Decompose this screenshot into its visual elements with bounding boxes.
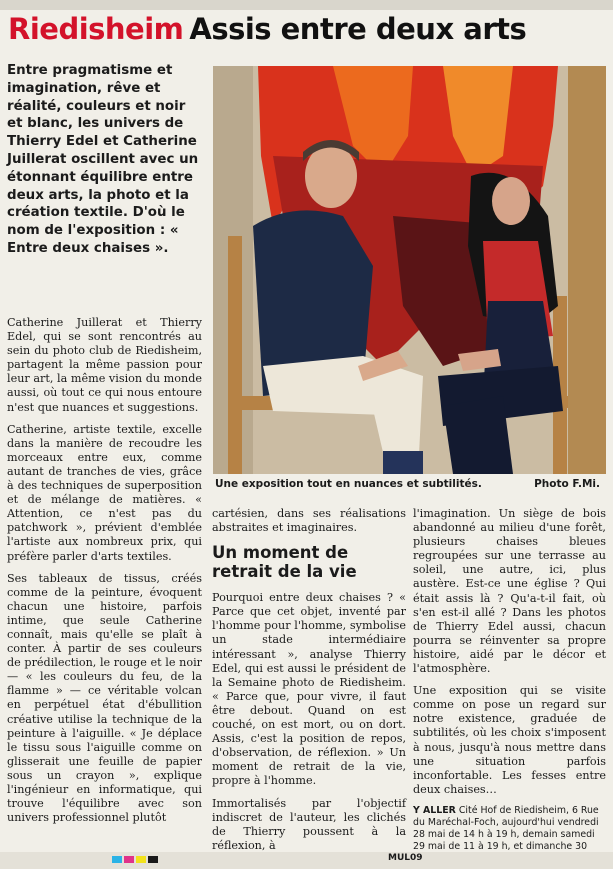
column-3 <box>413 507 606 865</box>
info-label: Y ALLER <box>413 804 456 816</box>
body-paragraph: Catherine, artiste textile, excelle dans la manière de recoudre les morceaux entre eux, comme autant de tranches de vies, grâce à des techniques de superposition et de mélange de matières. « Attention, ce n'est pas du patchwork », prévient d'emblée l'artiste aux nombreux prix, qui préfère parler d'arts textiles. <box>7 422 202 563</box>
color-registration-mark <box>112 856 122 863</box>
body-paragraph: Immortalisés par l'objectif indiscret de l'auteur, les clichés de Thierry poussent à la réflexion, à <box>212 796 406 852</box>
photo-illustration <box>213 66 606 474</box>
column-1 <box>7 316 202 833</box>
color-registration-mark <box>136 856 146 863</box>
column-2 <box>212 507 406 861</box>
page-code: MUL09 <box>388 853 423 863</box>
body-paragraph: Une exposition qui se visite comme on pose un regard sur notre existence, graduée de subtilités, où les choix s'imposent à nous, jusqu'à nous mettre dans une situation parfois inconfortable. Les fesses entre deux chaises… <box>413 684 606 796</box>
article-title: Assis entre deux arts <box>189 12 527 46</box>
color-registration-mark <box>124 856 134 863</box>
lead-paragraph: Entre pragmatisme et imagination, rêve et réalité, couleurs et noir et blanc, les univers de Thierry Edel et Catherine Juillerat oscillent avec un étonnant équilibre entre deux arts, la photo et la création textile. D'où le nom de l'exposition : « Entre deux chaises ». <box>7 63 199 256</box>
body-paragraph: cartésien, dans ses réalisations abstraites et imaginaires. <box>212 507 406 535</box>
color-registration-mark <box>148 856 158 863</box>
caption-text: Une exposition tout en nuances et subtilités. <box>215 478 482 490</box>
body-paragraph: Catherine Juillerat et Thierry Edel, qui se sont rencontrés au sein du photo club de Riedisheim, partagent la même passion pour leur art, la même vision du monde aussi, où tout ce qui nous entoure n'est que nuances et suggestions. <box>7 316 202 414</box>
article-photo <box>213 66 606 474</box>
city-name: Riedisheim <box>8 12 184 46</box>
body-paragraph: Ses tableaux de tissus, créés comme de la peinture, évoquent chacun une histoire, parfois intime, que seule Catherine connaît, mais qu'elle se plaît à conter. À partir de ses couleurs de prédilection, le rouge et le noir — « les couleurs du feu, de la flamme » — ce véritable volcan en perpétuel état d'ébullition créative utilise la technique de la peinture à l'aiguille. « Je déplace le tissu sous l'aiguille comme on glisserait une feuille de papier sous un crayon », explique l'ingénieur en informatique, qui trouve l'équilibre avec son univers professionnel plutôt <box>7 571 202 825</box>
section-subtitle: Un moment de retrait de la vie <box>212 543 357 582</box>
body-paragraph: l'imagination. Un siège de bois abandonné au milieu d'une forêt, plusieurs chaises bleues regroupées sur une terrasse au soleil, une autre, ici, plus austère. Est-ce une église ? Qui était assis là ? Qu'a-t-il fait, où s'en est-il allé ? Dans les photos de Thierry Edel aussi, chacun pourra se réinventer sa propre histoire, aidé par le décor et l'atmosphère. <box>413 507 606 676</box>
top-strip <box>0 0 613 10</box>
headline <box>8 12 605 52</box>
page-footer <box>0 852 613 869</box>
body-paragraph: Pourquoi entre deux chaises ? « Parce que cet objet, inventé par l'homme pour l'homme, symbolise un stade intermédiaire intéressant », analyse Thierry Edel, qui est aussi le président de la Semaine photo de Riedisheim. « Parce que, pour vivre, il faut être debout. Quand on est couché, on est mort, ou on dort. Assis, c'est la position de repos, d'observation, de réflexion. » Un moment de retrait de la vie, propre à l'homme. <box>212 591 406 788</box>
photo-credit: Photo F.Mi. <box>534 478 600 490</box>
info-text: Cité Hof de Riedisheim, 6 Rue du Maréchal-Foch, aujourd'hui vendredi 28 mai de 14 h à 19 h, demain samedi 29 mai de 11 à 19 h, et dimanche 30 <box>413 804 599 852</box>
photo-caption <box>213 474 606 494</box>
